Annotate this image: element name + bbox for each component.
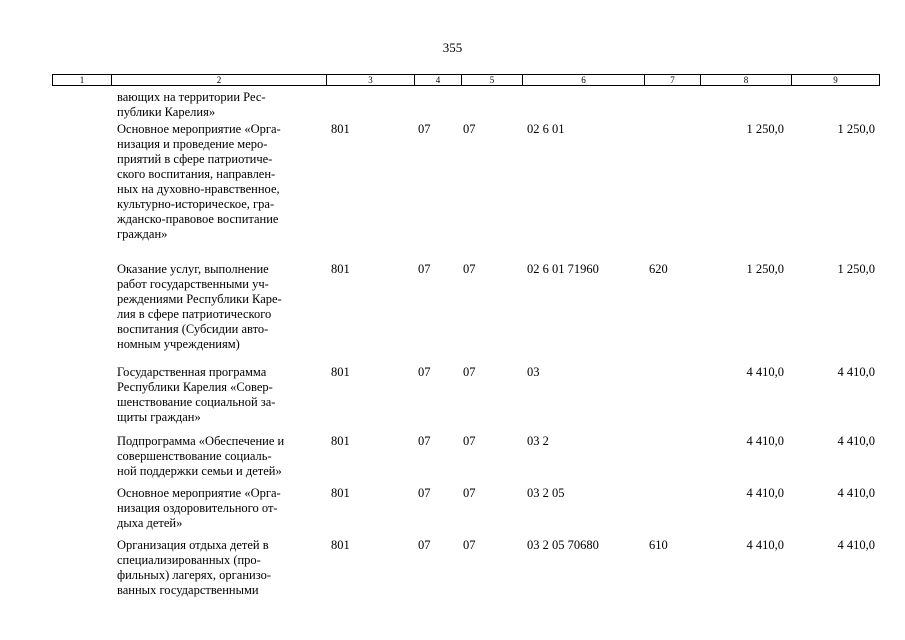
- header-cell-5: 5: [461, 75, 522, 85]
- row-c6: 03 2: [527, 434, 549, 448]
- header-cell-3: 3: [326, 75, 414, 85]
- row-c4: 07: [418, 486, 431, 500]
- row-c6: 02 6 01: [527, 122, 565, 136]
- row-c6: 03 2 05 70680: [527, 538, 599, 552]
- row-c3: 801: [331, 486, 350, 500]
- row-c6: 02 6 01 71960: [527, 262, 599, 276]
- row-c9: 4 410,0: [837, 434, 875, 448]
- row-c5: 07: [463, 365, 476, 379]
- row-name: Основное мероприятие «Орга- низация оздоровительного от- дыха детей»: [117, 486, 281, 530]
- header-cell-1: 1: [79, 75, 85, 85]
- row-c5: 07: [463, 486, 476, 500]
- row-c5: 07: [463, 538, 476, 552]
- row-c8: 1 250,0: [746, 262, 784, 276]
- row-c4: 07: [418, 262, 431, 276]
- row-name: Организация отдыха детей в специализированных (про- фильных) лагерях, организо- ванных государственными: [117, 538, 271, 597]
- row-name: Подпрограмма «Обеспечение и совершенствование социаль- ной поддержки семьи и детей»: [117, 434, 285, 478]
- row-c8: 1 250,0: [746, 122, 784, 136]
- row-c9: 4 410,0: [837, 486, 875, 500]
- header-cell-6: 6: [522, 75, 644, 85]
- row-c3: 801: [331, 365, 350, 379]
- row-c5: 07: [463, 434, 476, 448]
- row-c8: 4 410,0: [746, 486, 784, 500]
- row-c3: 801: [331, 434, 350, 448]
- header-cell-7: 7: [644, 75, 700, 85]
- continuation-text: вающих на территории Рес- публики Карелия»: [117, 90, 266, 119]
- row-c3: 801: [331, 538, 350, 552]
- row-c6: 03 2 05: [527, 486, 565, 500]
- row-c7: 620: [649, 262, 668, 276]
- page-number: 355: [442, 40, 463, 55]
- header-cell-8: 8: [700, 75, 791, 85]
- row-name: Оказание услуг, выполнение работ государственными уч- реждениями Республики Каре- лия в сфере патриотического воспитания (Субсидии авто- номным учреждениям): [117, 262, 282, 351]
- table-header-row: [52, 74, 880, 86]
- row-name: Основное мероприятие «Орга- низация и проведение меро- приятий в сфере патриотиче- ского воспитания, направлен- ных на духовно-нравственное, культурно-историческое, гра- жданско-правовое воспитание граждан»: [117, 122, 281, 241]
- row-c5: 07: [463, 262, 476, 276]
- row-c9: 4 410,0: [837, 538, 875, 552]
- row-c4: 07: [418, 434, 431, 448]
- row-c9: 1 250,0: [837, 122, 875, 136]
- row-c5: 07: [463, 122, 476, 136]
- row-c8: 4 410,0: [746, 434, 784, 448]
- header-cell-2: 2: [111, 75, 326, 85]
- header-cell-4: 4: [414, 75, 461, 85]
- row-c4: 07: [418, 538, 431, 552]
- row-c9: 4 410,0: [837, 365, 875, 379]
- header-cell-9: 9: [791, 75, 879, 85]
- row-c8: 4 410,0: [746, 538, 784, 552]
- row-name: Государственная программа Республики Карелия «Совер- шенствование социальной за- щиты граждан»: [117, 365, 276, 424]
- row-c4: 07: [418, 122, 431, 136]
- row-c7: 610: [649, 538, 668, 552]
- row-c9: 1 250,0: [837, 262, 875, 276]
- row-c3: 801: [331, 262, 350, 276]
- row-c8: 4 410,0: [746, 365, 784, 379]
- row-c6: 03: [527, 365, 540, 379]
- row-c4: 07: [418, 365, 431, 379]
- row-c3: 801: [331, 122, 350, 136]
